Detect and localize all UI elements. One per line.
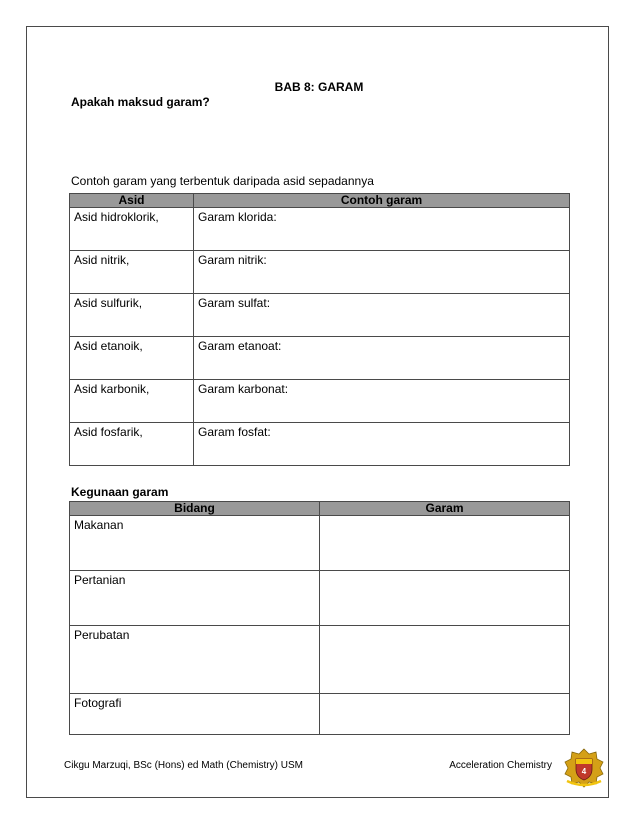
salt-answer-cell xyxy=(320,694,570,735)
table-row xyxy=(70,380,570,423)
salt-cell: Garam karbonat: xyxy=(194,380,570,423)
table-row xyxy=(70,516,570,571)
school-crest-icon xyxy=(563,748,605,788)
salt-cell: Garam sulfat: xyxy=(194,294,570,337)
column-header-asid: Asid xyxy=(70,194,194,208)
acid-cell: Asid hidroklorik, xyxy=(70,208,194,251)
salt-cell: Garam fosfat: xyxy=(194,423,570,466)
question-heading: Apakah maksud garam? xyxy=(71,95,210,109)
salt-answer-cell xyxy=(320,571,570,626)
salt-uses-table xyxy=(69,501,570,735)
acid-salt-table xyxy=(69,193,570,466)
uses-heading: Kegunaan garam xyxy=(71,485,169,499)
salt-answer-cell xyxy=(320,516,570,571)
column-header-contoh-garam: Contoh garam xyxy=(194,194,570,208)
acid-cell: Asid karbonik, xyxy=(70,380,194,423)
field-cell: Pertanian xyxy=(70,571,320,626)
salt-cell: Garam nitrik: xyxy=(194,251,570,294)
table-row xyxy=(70,208,570,251)
table-row xyxy=(70,571,570,626)
acid-cell: Asid sulfurik, xyxy=(70,294,194,337)
table-header-row xyxy=(70,194,570,208)
table-row xyxy=(70,423,570,466)
acid-cell: Asid etanoik, xyxy=(70,337,194,380)
field-cell: Fotografi xyxy=(70,694,320,735)
table-row xyxy=(70,337,570,380)
column-header-garam: Garam xyxy=(320,502,570,516)
salt-answer-cell xyxy=(320,626,570,694)
table-row xyxy=(70,626,570,694)
svg-text:4: 4 xyxy=(581,767,587,776)
field-cell: Perubatan xyxy=(70,626,320,694)
column-header-bidang: Bidang xyxy=(70,502,320,516)
table-header-row xyxy=(70,502,570,516)
acid-cell: Asid fosfarik, xyxy=(70,423,194,466)
footer-author: Cikgu Marzuqi, BSc (Hons) ed Math (Chemistry) USM xyxy=(64,760,303,771)
page-title: BAB 8: GARAM xyxy=(274,80,364,94)
table-row xyxy=(70,294,570,337)
table-row xyxy=(70,694,570,735)
salt-cell: Garam etanoat: xyxy=(194,337,570,380)
footer-course: Acceleration Chemistry xyxy=(449,760,552,771)
table-row xyxy=(70,251,570,294)
salt-cell: Garam klorida: xyxy=(194,208,570,251)
field-cell: Makanan xyxy=(70,516,320,571)
acid-cell: Asid nitrik, xyxy=(70,251,194,294)
examples-caption: Contoh garam yang terbentuk daripada asid sepadannya xyxy=(71,174,374,188)
